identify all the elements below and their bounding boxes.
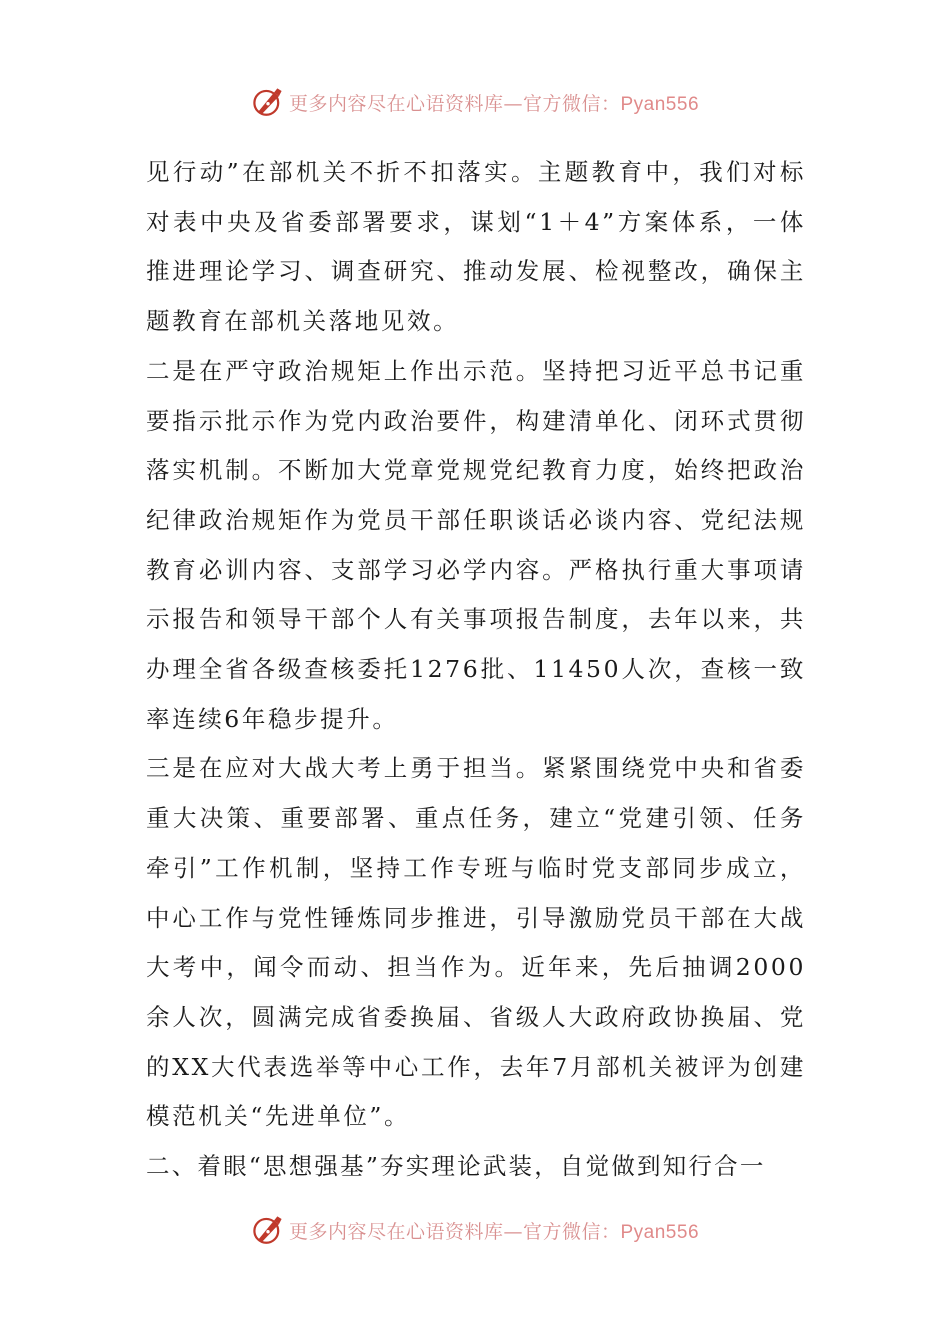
pen-nib-logo-icon [251,1213,285,1247]
footer-wechat-id: Pyan556 [620,1221,700,1243]
paragraph-point-three: 三是在应对大战大考上勇于担当。紧紧围绕党中央和省委重大决策、重要部署、重点任务，建立“党建引领、任务牵引”工作机制，坚持工作专班与临时党支部同步成立，中心工作与党性锤炼同步推进，引导激励党员干部在大战大考中，闻令而动、担当作为。近年来，先后抽调2000余人次，圆满完成省委换届、省级人大政府政协换届、党的XX大代表选举等中心工作，去年7月部机关被评为创建模范机关“先进单位”。 [146,754,806,1131]
section-heading: 二、着眼“思想强基”夯实理论武装，自觉做到知行合一 [146,1152,766,1181]
paragraph-point-two: 二是在严守政治规矩上作出示范。坚持把习近平总书记重要指示批示作为党内政治要件，构建清单化、闭环式贯彻落实机制。不断加大党章党规党纪教育力度，始终把政治纪律政治规矩作为党员干部任职谈话必谈内容、党纪法规教育必训内容、支部学习必学内容。严格执行重大事项请示报告和领导干部个人有关事项报告制度，去年以来，共办理全省各级查核委托1276批、11450人次，查核一致率连续6年稳步提升。 [146,356,806,733]
footer-banner-text: 更多内容尽在心语资料库—官方微信：Pyan556 [288,1220,700,1243]
header-banner-text: 更多内容尽在心语资料库—官方微信：Pyan556 [288,92,700,115]
document-body [146,148,806,1192]
footer-banner [0,1208,950,1252]
header-wechat-id: Pyan556 [620,93,700,115]
header-banner [0,80,950,124]
paragraph-continuation: 见行动”在部机关不折不扣落实。主题教育中，我们对标对表中央及省委部署要求，谋划“1＋4”方案体系，一体推进理论学习、调查研究、推动发展、检视整改，确保主题教育在部机关落地见效。 [146,158,806,336]
pen-nib-logo-icon [251,85,285,119]
